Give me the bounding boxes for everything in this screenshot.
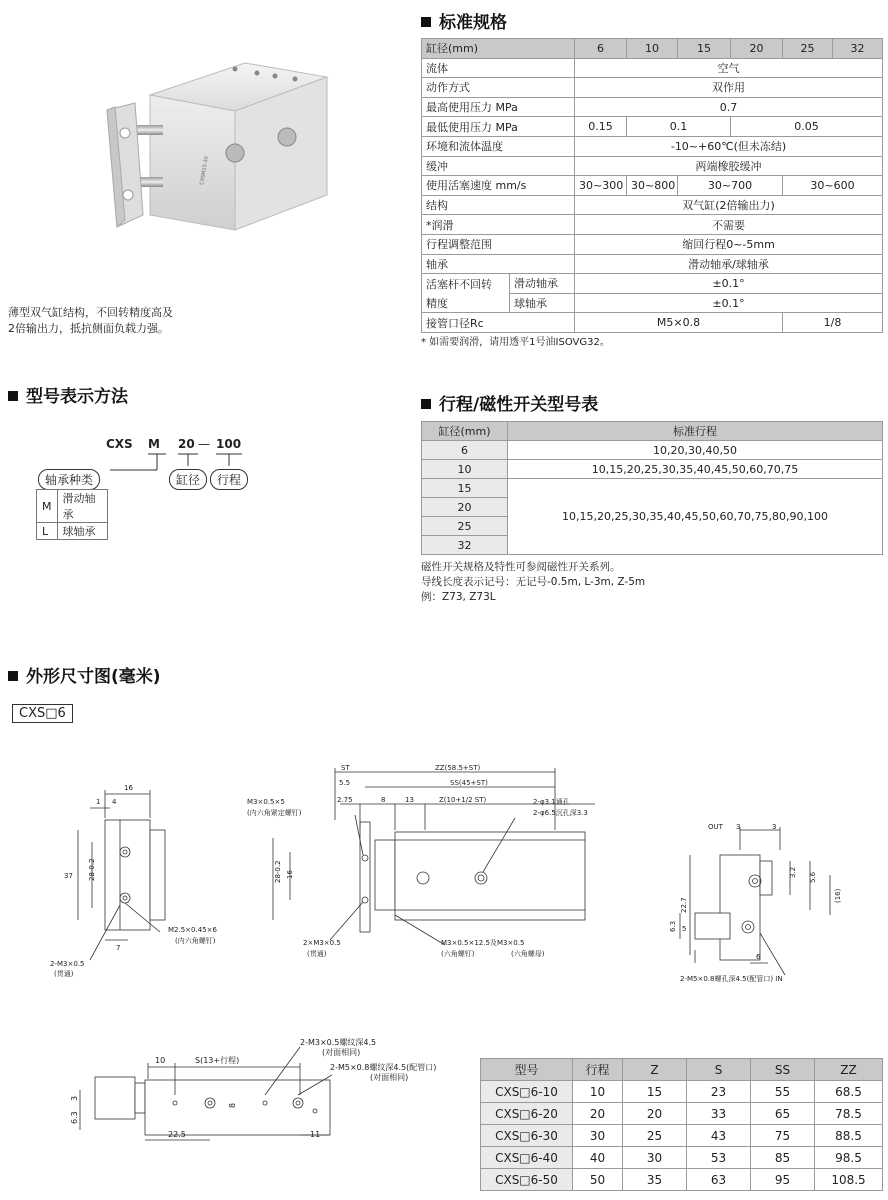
dimension-header-cell: Z bbox=[623, 1059, 687, 1081]
dimension-row bbox=[481, 1147, 883, 1169]
side-m3x5: M3×0.5×5 bbox=[247, 798, 285, 806]
spec-header-row bbox=[422, 39, 883, 59]
dimensions-model-box: CXS□6 bbox=[12, 704, 73, 723]
model-stroke-pill: 行程 bbox=[210, 469, 248, 490]
model-legend-row bbox=[37, 490, 108, 523]
dimension-cell: CXS□6-10 bbox=[481, 1081, 573, 1103]
dimension-cell: 85 bbox=[751, 1147, 815, 1169]
dimension-cell: 63 bbox=[687, 1169, 751, 1191]
spec-row bbox=[422, 195, 883, 215]
model-code-stroke: 100 bbox=[216, 437, 242, 451]
spec-row-value: ±0.1° bbox=[575, 293, 883, 313]
spec-row bbox=[422, 78, 883, 98]
stroke-header-stroke: 标准行程 bbox=[508, 422, 883, 441]
spec-row-label: 轴承 bbox=[422, 254, 575, 274]
end-dim-5: 5 bbox=[682, 925, 687, 933]
spec-row-value: 30~700 bbox=[678, 176, 783, 196]
front-dim-37: 37 bbox=[64, 872, 73, 880]
front-dim-7: 7 bbox=[116, 944, 121, 952]
spec-title: 标准规格 bbox=[439, 13, 507, 33]
end-dim-56: 5.6 bbox=[809, 871, 817, 883]
stroke-table bbox=[421, 421, 883, 555]
spec-row bbox=[422, 117, 883, 137]
model-legend-code: L bbox=[37, 523, 58, 540]
spec-row-value: 30~300 bbox=[575, 176, 627, 196]
spec-header-cell: 32 bbox=[833, 39, 883, 59]
dimension-header-cell: S bbox=[687, 1059, 751, 1081]
stroke-row bbox=[422, 479, 883, 498]
dimension-cell: 88.5 bbox=[815, 1125, 883, 1147]
spec-row-label: 接管口径Rc bbox=[422, 313, 575, 333]
model-code-prefix: CXS bbox=[106, 437, 133, 451]
spec-row-label: 动作方式 bbox=[422, 78, 575, 98]
spec-row-value: 30~600 bbox=[783, 176, 883, 196]
dimension-cell: 65 bbox=[751, 1103, 815, 1125]
dimensions-section-title bbox=[8, 662, 161, 687]
dimension-cell: 20 bbox=[573, 1103, 623, 1125]
end-port: 2-M5×0.8螺孔深4.5(配管口) IN bbox=[680, 975, 783, 983]
dimension-cell: 25 bbox=[623, 1125, 687, 1147]
side-dim-st: ST bbox=[341, 764, 350, 772]
bottom-dim-3: 3 bbox=[70, 1095, 79, 1101]
front-m25: M2.5×0.45×6 bbox=[168, 926, 217, 934]
bottom-m5-note: (对面相同) bbox=[370, 1073, 409, 1082]
side-dim-ss: SS(45+ST) bbox=[450, 779, 488, 787]
bottom-dim-s: S(13+行程) bbox=[195, 1056, 240, 1065]
bottom-m3-note: (对面相同) bbox=[322, 1048, 361, 1057]
model-legend-code: M bbox=[37, 490, 58, 523]
product-description-line-2: 2倍输出力，抵抗侧面负载力强。 bbox=[8, 322, 169, 335]
spec-table bbox=[421, 38, 883, 333]
spec-row-value: 30~800 bbox=[627, 176, 678, 196]
spec-row bbox=[422, 274, 883, 294]
front-m3: 2-M3×0.5 bbox=[50, 960, 85, 968]
product-description-line-1: 薄型双气缸结构，不回转精度高及 bbox=[8, 306, 173, 319]
spec-row-value: 1/8 bbox=[783, 313, 883, 333]
dimension-cell: CXS□6-50 bbox=[481, 1169, 573, 1191]
model-code-m: M bbox=[148, 437, 160, 451]
stroke-values: 10,20,30,40,50 bbox=[508, 441, 883, 460]
spec-footnote: * 如需要润滑，请用透平1号油ISOVG32。 bbox=[421, 337, 610, 348]
stroke-bore: 10 bbox=[422, 460, 508, 479]
product-body-label: CXSM15-30 bbox=[199, 155, 210, 186]
spec-row-label: 流体 bbox=[422, 58, 575, 78]
spec-row bbox=[422, 293, 883, 313]
spec-row-label: 环境和流体温度 bbox=[422, 136, 575, 156]
dimension-cell: 95 bbox=[751, 1169, 815, 1191]
stroke-row bbox=[422, 460, 883, 479]
end-view-drawing bbox=[660, 815, 860, 985]
stroke-title: 行程/磁性开关型号表 bbox=[439, 395, 599, 415]
end-dim-32: 3.2 bbox=[789, 866, 797, 878]
dimension-cell: 53 bbox=[687, 1147, 751, 1169]
end-dim-6: 6 bbox=[756, 953, 761, 961]
model-bore-pill: 缸径 bbox=[169, 469, 207, 490]
dimension-cell: 33 bbox=[687, 1103, 751, 1125]
stroke-notes bbox=[421, 560, 645, 605]
end-out: OUT bbox=[708, 823, 723, 831]
model-section-title bbox=[8, 382, 128, 407]
spec-row-label: 结构 bbox=[422, 195, 575, 215]
spec-header-cell: 20 bbox=[731, 39, 783, 59]
end-dim-227: 22.7 bbox=[680, 897, 688, 913]
spec-row bbox=[422, 97, 883, 117]
side-dim-16: 16 bbox=[286, 870, 294, 879]
spec-row bbox=[422, 215, 883, 235]
stroke-header-row bbox=[422, 422, 883, 441]
spec-row-sublabel: 滑动轴承 bbox=[510, 274, 575, 294]
dimension-cell: 40 bbox=[573, 1147, 623, 1169]
spec-row-value: -10~+60℃(但未冻结) bbox=[575, 136, 883, 156]
bottom-view-drawing bbox=[60, 1035, 460, 1150]
spec-header-cell: 15 bbox=[678, 39, 731, 59]
dimension-row bbox=[481, 1103, 883, 1125]
dimension-cell: 15 bbox=[623, 1081, 687, 1103]
end-dim-3a: 3 bbox=[736, 823, 741, 831]
end-dim-16: (16) bbox=[834, 888, 842, 903]
spec-row-value: 滑动轴承/球轴承 bbox=[575, 254, 883, 274]
spec-row bbox=[422, 234, 883, 254]
spec-row-value: 空气 bbox=[575, 58, 883, 78]
dimension-cell: 75 bbox=[751, 1125, 815, 1147]
dimension-cell: 30 bbox=[623, 1147, 687, 1169]
dimension-row bbox=[481, 1169, 883, 1191]
bottom-dim-63: 6.3 bbox=[70, 1111, 79, 1124]
side-dim-z: Z(10+1/2 ST) bbox=[439, 796, 487, 804]
spec-row-value: 0.1 bbox=[627, 117, 731, 137]
stroke-note-2: 导线长度表示记号：无记号-0.5m, L-3m, Z-5m bbox=[421, 576, 646, 588]
stroke-bore: 25 bbox=[422, 517, 508, 536]
model-legend-label: 滑动轴承 bbox=[57, 490, 108, 523]
spec-non-rotation-label-1: 活塞杆不回转 bbox=[422, 274, 510, 294]
stroke-row bbox=[422, 441, 883, 460]
end-dim-63: 6.3 bbox=[669, 920, 677, 932]
front-dim-1: 1 bbox=[96, 798, 101, 806]
front-m25-note: (内六角螺钉) bbox=[175, 937, 216, 945]
bottom-dim-11: 11 bbox=[310, 1130, 321, 1139]
dimension-table bbox=[480, 1058, 883, 1191]
dimension-row bbox=[481, 1081, 883, 1103]
dimension-cell: 20 bbox=[623, 1103, 687, 1125]
spec-row-label: 行程调整范围 bbox=[422, 234, 575, 254]
dimensions-title: 外形尺寸图(毫米) bbox=[26, 667, 161, 687]
model-bearing-type-pill: 轴承种类 bbox=[38, 469, 100, 490]
spec-row-label: 最低使用压力 MPa bbox=[422, 117, 575, 137]
stroke-section-title bbox=[421, 390, 598, 415]
dimension-cell: CXS□6-20 bbox=[481, 1103, 573, 1125]
side-m3c-note-2: (六角螺母) bbox=[511, 950, 545, 958]
dimension-header-row bbox=[481, 1059, 883, 1081]
spec-row-value: 0.15 bbox=[575, 117, 627, 137]
dimension-cell: CXS□6-30 bbox=[481, 1125, 573, 1147]
end-dim-3b: 3 bbox=[772, 823, 777, 831]
side-hole1: 2-φ3.1通孔 bbox=[533, 798, 570, 806]
dimension-cell: CXS□6-40 bbox=[481, 1147, 573, 1169]
stroke-values: 10,15,20,25,30,35,40,45,50,60,70,75 bbox=[508, 460, 883, 479]
model-title: 型号表示方法 bbox=[26, 387, 128, 407]
spec-row bbox=[422, 58, 883, 78]
dimension-cell: 10 bbox=[573, 1081, 623, 1103]
spec-row-label: 缓冲 bbox=[422, 156, 575, 176]
spec-header-bore: 缸径(mm) bbox=[422, 39, 575, 59]
front-dim-16: 16 bbox=[124, 784, 133, 792]
spec-row bbox=[422, 254, 883, 274]
front-dim-28: 28-0.2 bbox=[88, 858, 96, 881]
dimension-cell: 43 bbox=[687, 1125, 751, 1147]
front-dim-4: 4 bbox=[112, 798, 117, 806]
side-dim-13: 13 bbox=[405, 796, 414, 804]
spec-row-value: M5×0.8 bbox=[575, 313, 783, 333]
side-m3c: M3×0.5×12.5及M3×0.5 bbox=[441, 939, 525, 947]
spec-header-cell: 6 bbox=[575, 39, 627, 59]
dimension-header-cell: 型号 bbox=[481, 1059, 573, 1081]
dimension-cell: 78.5 bbox=[815, 1103, 883, 1125]
bottom-m5: 2-M5×0.8螺纹深4.5(配管口) bbox=[330, 1063, 437, 1072]
spec-row-value: 双作用 bbox=[575, 78, 883, 98]
stroke-bore: 15 bbox=[422, 479, 508, 498]
spec-row-value: 0.05 bbox=[731, 117, 883, 137]
dimension-cell: 30 bbox=[573, 1125, 623, 1147]
model-legend-label: 球轴承 bbox=[57, 523, 108, 540]
side-dim-8: 8 bbox=[381, 796, 386, 804]
side-dim-55: 5.5 bbox=[339, 779, 351, 787]
dimension-cell: 55 bbox=[751, 1081, 815, 1103]
spec-header-cell: 25 bbox=[783, 39, 833, 59]
product-description bbox=[8, 305, 173, 337]
spec-row bbox=[422, 313, 883, 333]
spec-row-value: ±0.1° bbox=[575, 274, 883, 294]
spec-non-rotation-label-2: 精度 bbox=[422, 293, 510, 313]
bottom-dim-8: 8 bbox=[228, 1102, 237, 1108]
spec-row bbox=[422, 156, 883, 176]
spec-row-value: 不需要 bbox=[575, 215, 883, 235]
stroke-note-3: 例：Z73, Z73L bbox=[421, 591, 496, 603]
spec-row-value: 0.7 bbox=[575, 97, 883, 117]
spec-row bbox=[422, 136, 883, 156]
spec-row-label: 最高使用压力 MPa bbox=[422, 97, 575, 117]
dimension-cell: 108.5 bbox=[815, 1169, 883, 1191]
side-view-drawing bbox=[245, 760, 620, 970]
spec-row-label: 使用活塞速度 mm/s bbox=[422, 176, 575, 196]
side-hole2: 2-φ6.5沉孔深3.3 bbox=[533, 809, 588, 817]
spec-row-label: *润滑 bbox=[422, 215, 575, 235]
stroke-bore: 32 bbox=[422, 536, 508, 555]
side-m3x5-note: (内六角紧定螺钉) bbox=[247, 809, 302, 817]
dimension-cell: 68.5 bbox=[815, 1081, 883, 1103]
spec-header-cell: 10 bbox=[627, 39, 678, 59]
model-code-bore: 20 bbox=[178, 437, 195, 451]
side-dim-275: 2.75 bbox=[337, 796, 353, 804]
model-legend-row bbox=[37, 523, 108, 540]
dimension-cell: 98.5 bbox=[815, 1147, 883, 1169]
stroke-values: 10,15,20,25,30,35,40,45,50,60,70,75,80,90,100 bbox=[508, 479, 883, 555]
stroke-bore: 20 bbox=[422, 498, 508, 517]
bottom-dim-225: 22.5 bbox=[168, 1130, 186, 1139]
spec-section-title bbox=[421, 8, 507, 33]
side-dim-zz: ZZ(58.5+ST) bbox=[435, 764, 481, 772]
model-legend-table bbox=[36, 489, 108, 540]
dimension-cell: 35 bbox=[623, 1169, 687, 1191]
side-m3b-note: (贯通) bbox=[307, 950, 327, 958]
dimension-cell: 50 bbox=[573, 1169, 623, 1191]
dimension-cell: 23 bbox=[687, 1081, 751, 1103]
stroke-bore: 6 bbox=[422, 441, 508, 460]
dimension-header-cell: 行程 bbox=[573, 1059, 623, 1081]
spec-row bbox=[422, 176, 883, 196]
front-view-drawing bbox=[50, 780, 240, 980]
side-m3c-note-1: (六角螺钉) bbox=[441, 950, 475, 958]
bottom-m3: 2-M3×0.5螺纹深4.5 bbox=[300, 1038, 377, 1047]
spec-row-value: 两端橡胶缓冲 bbox=[575, 156, 883, 176]
spec-row-sublabel: 球轴承 bbox=[510, 293, 575, 313]
stroke-note-1: 磁性开关规格及特性可参阅磁性开关系列。 bbox=[421, 561, 621, 573]
bottom-dim-10: 10 bbox=[155, 1056, 166, 1065]
spec-row-value: 双气缸(2倍输出力) bbox=[575, 195, 883, 215]
model-code-dash: — bbox=[198, 437, 210, 451]
side-m3b: 2×M3×0.5 bbox=[303, 939, 341, 947]
dimension-row bbox=[481, 1125, 883, 1147]
product-photo bbox=[95, 55, 335, 255]
front-m3-note: (贯通) bbox=[54, 970, 74, 978]
spec-row-value: 缩回行程0~-5mm bbox=[575, 234, 883, 254]
dimension-header-cell: ZZ bbox=[815, 1059, 883, 1081]
side-dim-28: 28-0.2 bbox=[274, 860, 282, 883]
stroke-header-bore: 缸径(mm) bbox=[422, 422, 508, 441]
dimension-header-cell: SS bbox=[751, 1059, 815, 1081]
